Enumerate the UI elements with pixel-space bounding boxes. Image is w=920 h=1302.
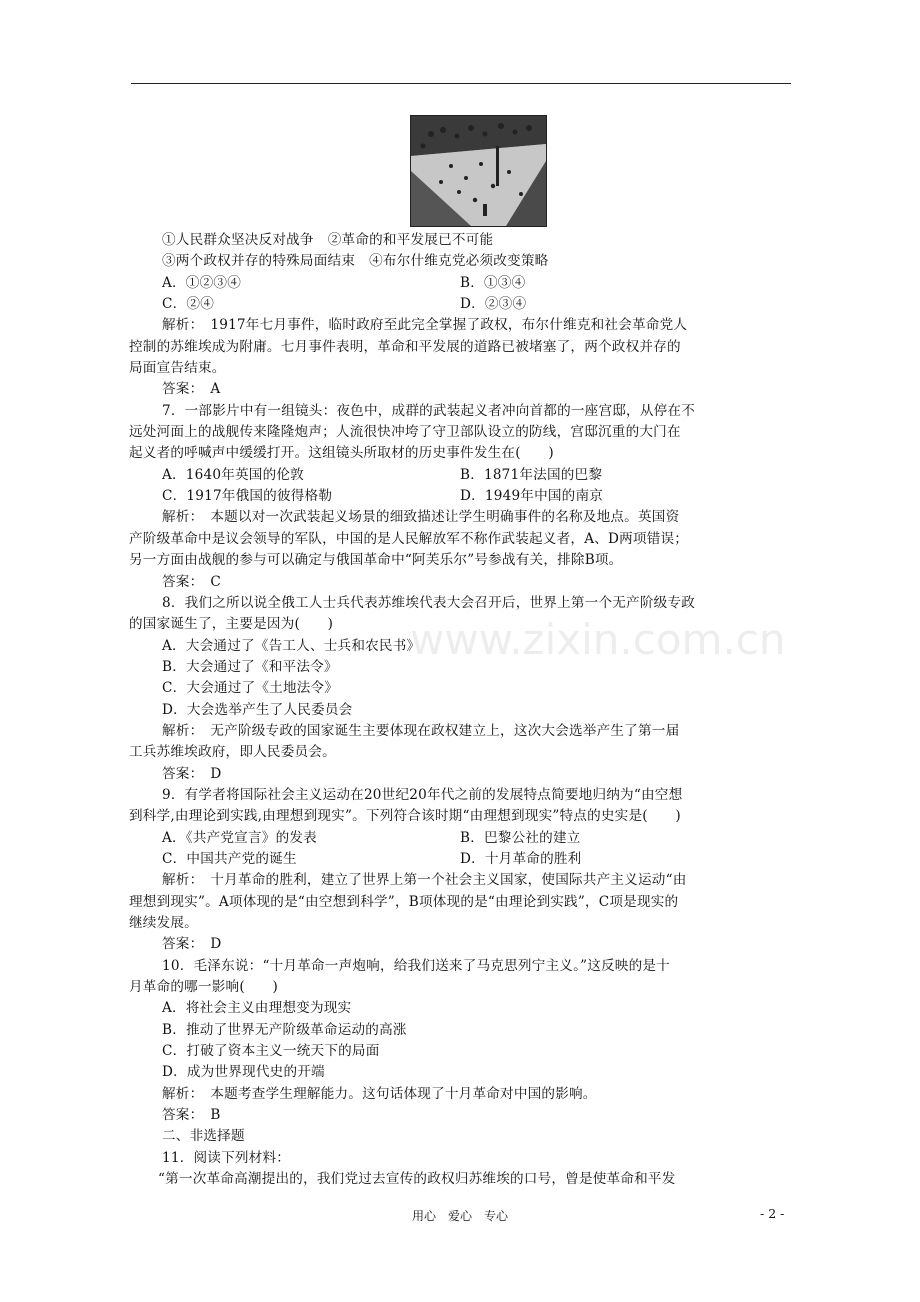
q7-choice-d: D．1949年中国的南京 — [460, 488, 604, 505]
q6-option-1: ①人民群众坚决反对战争 — [162, 232, 314, 248]
q8-stem-line: 8．我们之所以说全俄工人士兵代表苏维埃代表大会召开后，世界上第一个无产阶级专政 — [162, 594, 696, 611]
page-number: - 2 - — [760, 1206, 785, 1221]
q6-choices-row-1 — [162, 273, 792, 294]
q9-choice-d: D．十月革命的胜利 — [460, 850, 582, 867]
watermark: www.zixin.com.cn — [410, 615, 786, 664]
q7-answer: 答案： C — [162, 573, 221, 590]
q8-choice-b: B．大会通过了《和平法令》 — [162, 658, 338, 675]
q6-option-3: ③两个政权并存的特殊局面结束 — [162, 253, 356, 270]
q6-choice-c: C．②④ — [162, 296, 214, 313]
q6-option-2: ②革命的和平发展已不可能 — [327, 232, 494, 248]
q7-analysis-line: 另一方面由战舰的参与可以确定与俄国革命中“阿芙乐尔”号参战有关，排除B项。 — [129, 552, 623, 569]
q7-analysis-line: 解析： 本题以对一次武装起义场景的细致描述让学生明确事件的名称及地点。英国资 — [162, 509, 680, 526]
q6-analysis-line: 解析： 1917年七月事件，临时政府至此完全掌握了政权，布尔什维克和社会革命党人 — [162, 317, 688, 334]
q7-choices-row-2 — [162, 486, 792, 507]
q8-answer: 答案： D — [162, 765, 222, 782]
header-rule — [131, 83, 791, 84]
q10-choice-d: D．成为世界现代史的开端 — [162, 1064, 325, 1081]
q7-analysis-line: 产阶级革命中是议会领导的军队，中国的是人民解放军不称作武装起义者，A、D两项错误； — [129, 530, 689, 547]
q8-choice-a: A．大会通过了《告工人、士兵和农民书》 — [162, 637, 421, 654]
street-crowd-photo-image — [411, 116, 546, 226]
q8-choice-c: C．大会通过了《土地法令》 — [162, 680, 339, 697]
q11-quote-line: “第一次革命高潮提出的，我们党过去宣传的政权归苏维埃的口号，曾是使革命和平发 — [158, 1171, 676, 1188]
q10-analysis-line: 解析： 本题考查学生理解能力。这句话体现了十月革命对中国的影响。 — [162, 1085, 597, 1102]
q6-answer: 答案： A — [162, 381, 221, 398]
q8-stem-line: 的国家诞生了，主要是因为( ) — [129, 616, 334, 633]
q6-choice-b: B．①③④ — [460, 274, 526, 291]
q9-choices-row-1 — [162, 828, 792, 849]
q10-choice-c: C．打破了资本主义一统天下的局面 — [162, 1043, 380, 1060]
q7-choice-b: B．1871年法国的巴黎 — [460, 466, 603, 483]
q10-stem-line: 月革命的哪一影响( ) — [129, 979, 278, 996]
historical-photo — [410, 115, 547, 227]
question-content — [129, 230, 792, 1190]
q10-stem-line: 10．毛泽东说：“十月革命一声炮响，给我们送来了马克思列宁主义。”这反映的是十 — [162, 957, 670, 974]
q6-option-4: ④布尔什维克党必须改变策略 — [369, 253, 549, 270]
q9-analysis-line: 理想到现实”。A项体现的是“由空想到科学”，B项体现的是“由理论到实践”，C项是现实的 — [129, 893, 679, 910]
q9-answer: 答案： D — [162, 936, 222, 953]
q6-choice-a: A．①②③④ — [162, 274, 241, 291]
q9-analysis-line: 继续发展。 — [129, 915, 198, 931]
q7-choice-c: C．1917年俄国的彼得格勒 — [162, 488, 333, 505]
q7-stem-line: 起义者的呼喊声中缓缓打开。这组镜头所取材的历史事件发生在( ) — [129, 445, 554, 462]
q9-choice-a: A．《共产党宣言》的发表 — [162, 829, 317, 846]
q9-stem-line: 到科学,由理论到实践,由理想到现实”。下列符合该时期“由理想到现实”特点的史实是( ) — [129, 808, 681, 825]
q6-analysis-line: 控制的苏维埃成为附庸。七月事件表明，革命和平发展的道路已被堵塞了，两个政权并存的 — [129, 338, 681, 355]
footer-motto: 用心 爱心 专心 — [411, 1209, 508, 1223]
q10-answer: 答案： B — [162, 1107, 221, 1124]
q7-stem-line: 远处河面上的战舰传来隆隆炮声；人流很快冲垮了守卫部队设立的防线，宫邸沉重的大门在 — [129, 424, 681, 441]
q9-analysis-line: 解析： 十月革命的胜利，建立了世界上第一个社会主义国家，使国际共产主义运动“由 — [162, 872, 687, 889]
section-heading: 二、非选择题 — [162, 1128, 245, 1145]
q10-choice-b: B．推动了世界无产阶级革命运动的高涨 — [162, 1021, 407, 1038]
q8-analysis-line: 工兵苏维埃政府，即人民委员会。 — [129, 744, 336, 761]
q9-choice-c: C．中国共产党的诞生 — [162, 850, 297, 867]
q8-choice-d: D．大会选举产生了人民委员会 — [162, 701, 353, 718]
q7-choice-a: A．1640年英国的伦敦 — [162, 466, 304, 483]
q10-choice-a: A．将社会主义由理想变为现实 — [162, 1000, 352, 1017]
q9-choice-b: B．巴黎公社的建立 — [460, 829, 581, 846]
q9-choices-row-2 — [162, 849, 792, 870]
q7-stem-line: 7．一部影片中有一组镜头：夜色中，成群的武装起义者冲向首都的一座宫邸，从停在不 — [162, 402, 696, 419]
q6-choices-row-2 — [162, 294, 792, 315]
q6-options-line-2 — [162, 251, 792, 272]
q11-stem: 11．阅读下列材料： — [162, 1149, 291, 1166]
q6-analysis-line: 局面宣告结束。 — [129, 360, 226, 377]
q9-stem-line: 9．有学者将国际社会主义运动在20世纪20年代之前的发展特点简要地归纳为“由空想 — [162, 786, 683, 803]
q6-options-line-1 — [162, 230, 792, 251]
q8-analysis-line: 解析： 无产阶级专政的国家诞生主要体现在政权建立上，这次大会选举产生了第一届 — [162, 722, 680, 739]
q7-choices-row-1 — [162, 465, 792, 486]
q6-choice-d: D．②③④ — [460, 296, 527, 313]
